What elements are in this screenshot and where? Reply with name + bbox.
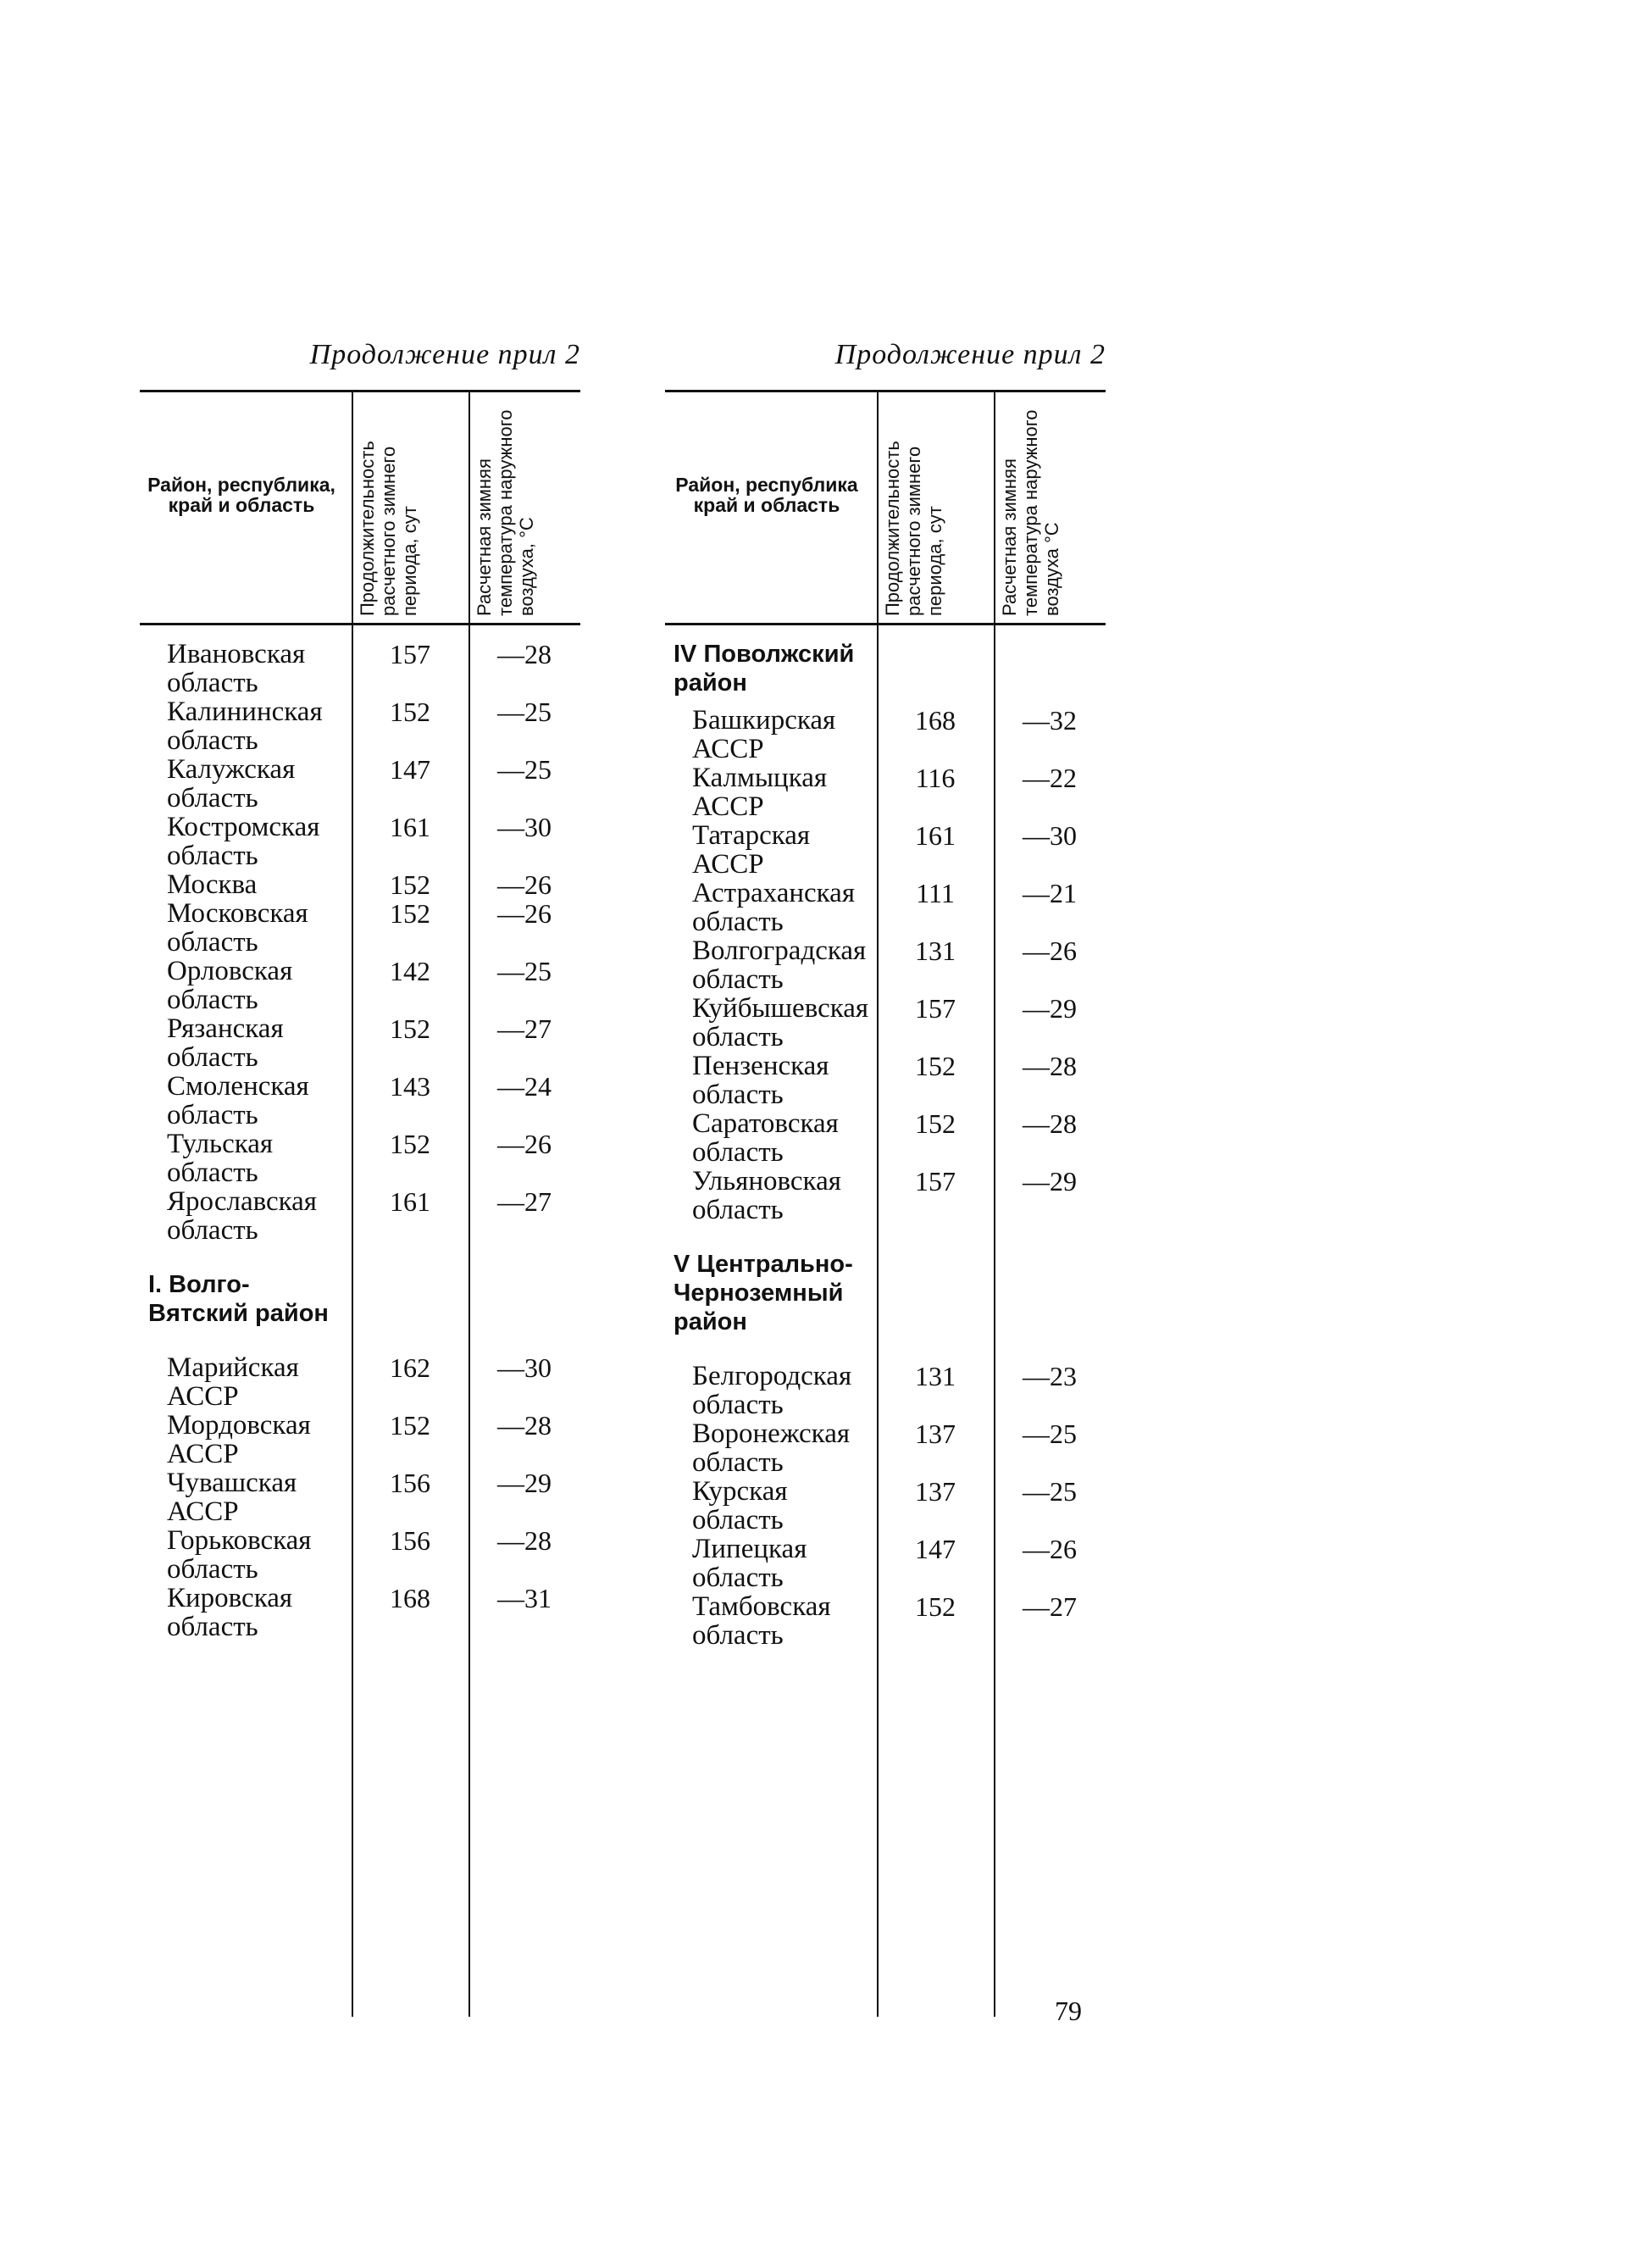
row-temperature: —28 (497, 1525, 552, 1556)
row-region-name: Воронежская область (692, 1418, 851, 1478)
row-region-name: Москва (167, 869, 258, 900)
row-duration: 152 (915, 1108, 956, 1139)
climate-table (140, 390, 580, 2025)
table-row (140, 899, 580, 957)
row-temperature: —32 (1023, 705, 1077, 736)
region-heading: IV Поволжский район (674, 641, 855, 697)
row-temperature: —29 (1023, 993, 1077, 1024)
row-temperature: —22 (1023, 763, 1077, 793)
row-region-name: Пензенская область (692, 1051, 829, 1110)
row-temperature: —26 (497, 898, 552, 929)
table-row (140, 870, 580, 899)
continuation-caption: Продолжение прил 2 (309, 339, 580, 370)
row-temperature: —25 (1023, 1418, 1077, 1449)
header-bottom-rule (665, 623, 1106, 625)
row-duration: 147 (390, 754, 430, 785)
table-row (665, 994, 1106, 1052)
row-temperature: —21 (1023, 878, 1077, 908)
row-duration: 168 (390, 1583, 430, 1613)
table-row (140, 1014, 580, 1072)
header-temperature: Расчетная зимняя температура наружного воздуха °С (999, 409, 1062, 616)
row-duration: 157 (390, 639, 430, 669)
row-duration: 152 (915, 1051, 956, 1081)
table-row (665, 1477, 1106, 1535)
region-heading: V Центрально-Черноземный район (674, 1251, 853, 1335)
row-temperature: —24 (497, 1071, 552, 1102)
table-row (665, 1362, 1106, 1419)
row-region-name: Астраханская область (692, 878, 856, 937)
table-row (665, 1419, 1106, 1477)
row-temperature: —29 (1023, 1166, 1077, 1196)
row-region-name: Костромская область (167, 812, 320, 871)
row-temperature: —25 (1023, 1476, 1077, 1507)
table-row (140, 1468, 580, 1526)
continuation-caption: Продолжение прил 2 (834, 339, 1106, 370)
row-duration: 152 (390, 697, 430, 727)
row-region-name: Ярославская область (167, 1186, 317, 1246)
row-region-name: Тульская область (167, 1129, 274, 1188)
row-temperature: —27 (497, 1186, 552, 1217)
header-duration: Продолжительность расчетного зимнего периода, сут (357, 441, 420, 616)
header-temperature: Расчетная зимняя температура наружного воздуха, °С (474, 409, 537, 616)
row-temperature: —23 (1023, 1361, 1077, 1391)
row-region-name: Липецкая область (692, 1534, 807, 1593)
row-region-name: Горьковская область (167, 1525, 312, 1585)
row-duration: 147 (915, 1534, 956, 1564)
table-row (140, 1353, 580, 1411)
row-region-name: Куйбышевская область (692, 993, 869, 1052)
table-row (665, 706, 1106, 763)
row-temperature: —29 (497, 1468, 552, 1498)
row-temperature: —26 (1023, 1534, 1077, 1564)
row-region-name: Марийская АССР (167, 1352, 299, 1412)
row-temperature: —26 (497, 1129, 552, 1159)
row-duration: 156 (390, 1525, 430, 1556)
row-duration: 152 (390, 869, 430, 900)
table-row (665, 1052, 1106, 1109)
row-duration: 143 (390, 1071, 430, 1102)
row-temperature: —27 (1023, 1591, 1077, 1622)
row-region-name: Ивановская область (167, 639, 306, 698)
header-bottom-rule (140, 623, 580, 625)
table-body (140, 640, 580, 1641)
row-duration: 168 (915, 705, 956, 736)
row-duration: 111 (916, 878, 955, 908)
row-temperature: —25 (497, 697, 552, 727)
header-region-name: Район, республика, край и область (147, 474, 335, 516)
row-region-name: Орловская область (167, 956, 293, 1015)
row-temperature: —30 (497, 812, 552, 842)
table-body (665, 640, 1106, 1650)
row-region-name: Московская область (167, 898, 308, 958)
row-duration: 152 (390, 898, 430, 929)
table-row (140, 1187, 580, 1245)
row-duration: 162 (390, 1352, 430, 1383)
row-region-name: Тамбовская область (692, 1591, 831, 1651)
row-region-name: Ульяновская область (692, 1166, 841, 1225)
table-row (140, 640, 580, 697)
row-region-name: Саратовская область (692, 1108, 839, 1168)
row-duration: 131 (915, 935, 956, 966)
header-region-name: Район, республика край и область (675, 474, 858, 516)
row-temperature: —28 (1023, 1051, 1077, 1081)
row-duration: 137 (915, 1476, 956, 1507)
row-temperature: —26 (1023, 935, 1077, 966)
table-row (665, 1535, 1106, 1592)
table-row (665, 1167, 1106, 1224)
row-temperature: —30 (1023, 820, 1077, 851)
row-region-name: Белгородская область (692, 1361, 852, 1420)
row-duration: 137 (915, 1418, 956, 1449)
table-row (665, 936, 1106, 994)
row-duration: 156 (390, 1468, 430, 1498)
table-row (665, 821, 1106, 879)
table-top-rule (665, 390, 1106, 392)
table-row (140, 1411, 580, 1468)
table-row (140, 813, 580, 870)
row-duration: 161 (390, 1186, 430, 1217)
table-row (140, 1584, 580, 1641)
table-row (140, 755, 580, 813)
table-row (140, 1072, 580, 1130)
table-row (140, 1526, 580, 1584)
row-region-name: Рязанская область (167, 1013, 284, 1073)
row-region-name: Башкирская АССР (692, 705, 836, 764)
row-duration: 157 (915, 993, 956, 1024)
row-temperature: —26 (497, 869, 552, 900)
climate-table (665, 390, 1106, 2025)
row-temperature: —28 (497, 1410, 552, 1441)
row-region-name: Курская область (692, 1476, 788, 1535)
row-temperature: —27 (497, 1013, 552, 1044)
row-duration: 152 (915, 1591, 956, 1622)
table-row (140, 697, 580, 755)
row-region-name: Смоленская область (167, 1071, 309, 1130)
row-region-name: Татарская АССР (692, 820, 811, 880)
row-duration: 157 (915, 1166, 956, 1196)
table-row (140, 957, 580, 1014)
table-row (140, 1130, 580, 1187)
row-temperature: —31 (497, 1583, 552, 1613)
row-temperature: —25 (497, 956, 552, 986)
table-row (665, 1592, 1106, 1650)
row-temperature: —28 (1023, 1108, 1077, 1139)
header-duration: Продолжительность расчетного зимнего периода, сут (882, 441, 945, 616)
row-region-name: Кировская область (167, 1583, 293, 1642)
row-region-name: Чувашская АССР (167, 1468, 297, 1527)
row-duration: 142 (390, 956, 430, 986)
table-row (665, 879, 1106, 936)
row-duration: 161 (915, 820, 956, 851)
row-region-name: Калмыцкая АССР (692, 763, 828, 822)
table-row (665, 1109, 1106, 1167)
page-number: 79 (1055, 1996, 1082, 2026)
row-region-name: Калининская область (167, 697, 323, 756)
row-temperature: —28 (497, 639, 552, 669)
row-region-name: Калужская область (167, 754, 296, 813)
region-heading: I. Волго-Вятский район (148, 1271, 329, 1327)
row-duration: 152 (390, 1129, 430, 1159)
row-region-name: Волгоградская область (692, 935, 867, 995)
row-temperature: —30 (497, 1352, 552, 1383)
row-region-name: Мордовская АССР (167, 1410, 311, 1469)
row-duration: 131 (915, 1361, 956, 1391)
table-row (665, 763, 1106, 821)
row-duration: 152 (390, 1013, 430, 1044)
row-duration: 116 (915, 763, 956, 793)
row-temperature: —25 (497, 754, 552, 785)
table-top-rule (140, 390, 580, 392)
row-duration: 161 (390, 812, 430, 842)
row-duration: 152 (390, 1410, 430, 1441)
